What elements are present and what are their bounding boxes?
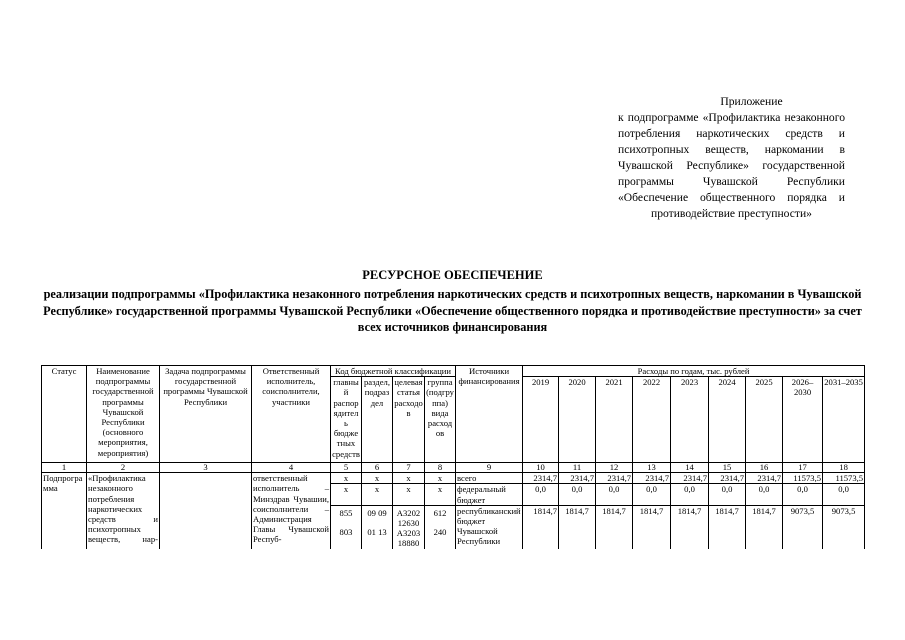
column-number: 10	[523, 463, 559, 473]
value-cell: 1814,7	[746, 505, 783, 549]
row-task	[160, 473, 252, 550]
column-number: 9	[456, 463, 523, 473]
value-cell: 0,0	[523, 484, 559, 505]
value-cell: 0,0	[823, 484, 865, 505]
value-cell: 9073,5	[783, 505, 823, 549]
value-cell: 2314,7	[596, 473, 633, 484]
source-cell: республиканский бюджет Чувашской Республики	[456, 505, 523, 549]
value-cell: 0,0	[559, 484, 596, 505]
header-task: Задача подпрограммы государственной программы Чувашской Республики	[160, 366, 252, 463]
value-cell: 2314,7	[559, 473, 596, 484]
target-cell: x	[393, 473, 425, 484]
column-number: 15	[709, 463, 746, 473]
column-number: 16	[746, 463, 783, 473]
header-row	[42, 366, 865, 377]
resource-table	[41, 365, 865, 549]
header-year: 2021	[596, 377, 633, 463]
value-cell: 2314,7	[671, 473, 709, 484]
column-number: 2	[87, 463, 160, 473]
column-number: 3	[160, 463, 252, 473]
header-year: 2025	[746, 377, 783, 463]
group-code: 240	[433, 527, 447, 538]
column-number: 12	[596, 463, 633, 473]
target-code: А3202 12630	[396, 507, 421, 529]
header-executor: Ответственный исполнитель, соисполнители, участники	[252, 366, 331, 463]
value-cell: 11573,5	[823, 473, 865, 484]
group-code: 612	[433, 507, 447, 518]
column-number: 17	[783, 463, 823, 473]
group-cell: x	[425, 473, 456, 484]
column-number: 11	[559, 463, 596, 473]
section-cell: x	[362, 473, 393, 484]
target-code: А3203 18880	[396, 528, 421, 549]
value-cell: 0,0	[709, 484, 746, 505]
grbs-cell: x	[331, 473, 362, 484]
column-number: 8	[425, 463, 456, 473]
value-cell: 2314,7	[709, 473, 746, 484]
header-section: раздел, подраздел	[362, 377, 393, 463]
value-cell: 0,0	[746, 484, 783, 505]
header-target: целевая статья расходов	[393, 377, 425, 463]
value-cell: 1814,7	[709, 505, 746, 549]
document-title: РЕСУРСНОЕ ОБЕСПЕЧЕНИЕ	[362, 268, 543, 282]
appendix-text: к подпрограмме «Профилактика незаконного потребления наркотических средств и психотропных веществ, наркомании в Чувашской Республике» государственной программы Чувашской Республики «Обеспечение общественного порядка и противодействие преступности»	[618, 111, 845, 220]
header-name: Наименование подпрограммы государственной программы Чувашской Республики (основного мероприятия, мероприятия)	[87, 366, 160, 463]
row-status: Подпрограмма	[42, 473, 87, 550]
source-cell: федеральный бюджет	[456, 484, 523, 505]
header-year: 2019	[523, 377, 559, 463]
grbs-code: 803	[339, 527, 353, 538]
group-cell: x	[425, 484, 456, 505]
value-cell: 0,0	[596, 484, 633, 505]
header-grbs: главный распорядитель бюджетных средств	[331, 377, 362, 463]
column-number: 1	[42, 463, 87, 473]
value-cell: 1814,7	[633, 505, 671, 549]
value-cell: 1814,7	[671, 505, 709, 549]
value-cell: 1814,7	[523, 505, 559, 549]
source-cell: всего	[456, 473, 523, 484]
header-sources: Источники финансирования	[456, 366, 523, 463]
section-cell	[362, 505, 393, 549]
header-expenses: Расходы по годам, тыс. рублей	[523, 366, 865, 377]
group-cell	[425, 505, 456, 549]
header-year: 2024	[709, 377, 746, 463]
header-year: 2022	[633, 377, 671, 463]
document-subtitle: реализации подпрограммы «Профилактика незаконного потребления наркотических средств и психотропных веществ, наркомании в Чувашской Республике» государственной программы Чувашской Республики «Обеспечение общественного порядка и противодействие преступности» за счет всех источников финансирования	[43, 287, 862, 335]
header-budget-code: Код бюджетной классификации	[331, 366, 456, 377]
appendix-title: Приложение	[720, 95, 783, 108]
column-number: 6	[362, 463, 393, 473]
header-year: 2031–2035	[823, 377, 865, 463]
value-cell: 2314,7	[633, 473, 671, 484]
column-number-row	[42, 463, 865, 473]
column-number: 18	[823, 463, 865, 473]
header-year: 2026–2030	[783, 377, 823, 463]
value-cell: 2314,7	[746, 473, 783, 484]
value-cell: 2314,7	[523, 473, 559, 484]
header-year: 2020	[559, 377, 596, 463]
column-number: 5	[331, 463, 362, 473]
section-cell: x	[362, 484, 393, 505]
table-row	[42, 473, 865, 484]
value-cell: 1814,7	[559, 505, 596, 549]
target-cell	[393, 505, 425, 549]
grbs-cell	[331, 505, 362, 549]
grbs-cell: x	[331, 484, 362, 505]
column-number: 13	[633, 463, 671, 473]
target-cell: x	[393, 484, 425, 505]
column-number: 4	[252, 463, 331, 473]
row-name: «Профилактика незаконного потребления наркотических средств и психотропных веществ, нар-	[87, 473, 160, 550]
value-cell: 11573,5	[783, 473, 823, 484]
value-cell: 0,0	[783, 484, 823, 505]
section-code: 01 13	[367, 527, 387, 538]
appendix-note	[618, 94, 845, 222]
value-cell: 9073,5	[823, 505, 865, 549]
value-cell: 0,0	[633, 484, 671, 505]
header-year: 2023	[671, 377, 709, 463]
value-cell: 0,0	[671, 484, 709, 505]
value-cell: 1814,7	[596, 505, 633, 549]
header-status: Статус	[42, 366, 87, 463]
column-number: 14	[671, 463, 709, 473]
header-group: группа (подгруппа) вида расходов	[425, 377, 456, 463]
section-code: 09 09	[367, 507, 387, 518]
row-executor: ответственный исполнитель – Минздрав Чувашии, соисполнители – Администрация Главы Чувашской Респуб-	[252, 473, 331, 550]
column-number: 7	[393, 463, 425, 473]
grbs-code: 855	[339, 507, 353, 518]
